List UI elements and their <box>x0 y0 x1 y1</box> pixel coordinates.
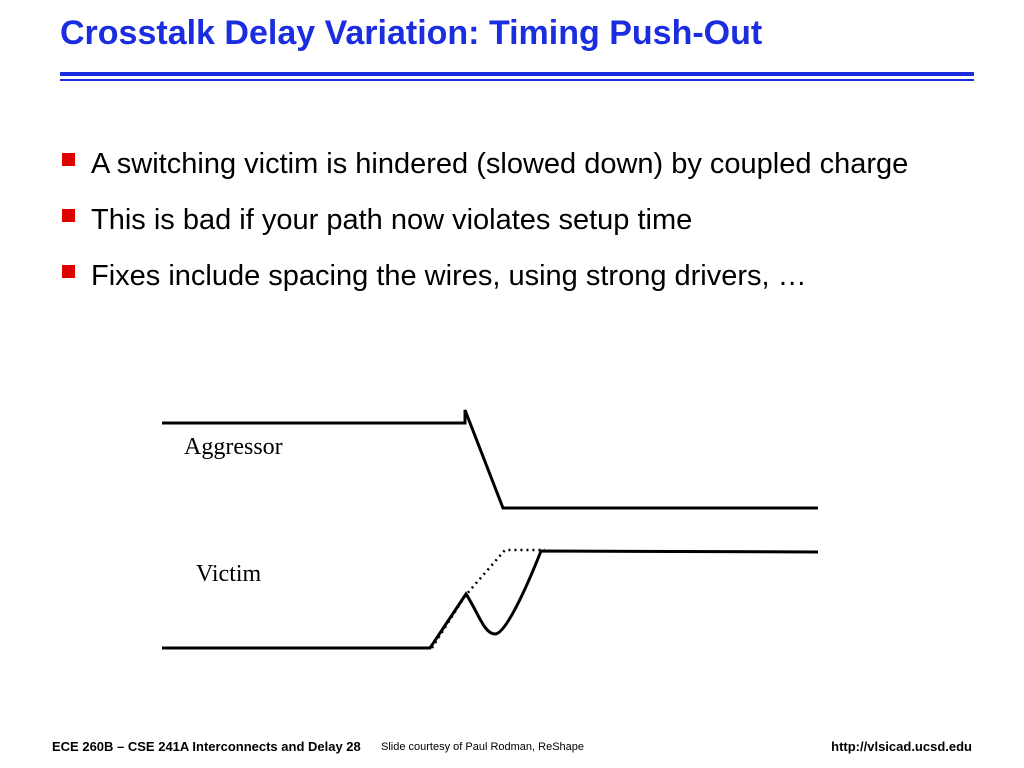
bullet-list <box>62 146 962 314</box>
footer-url: http://vlsicad.ucsd.edu <box>831 739 972 754</box>
bullet-text: This is bad if your path now violates setup time <box>91 204 693 236</box>
footer-course: ECE 260B – CSE 241A Interconnects and Delay 28 <box>52 739 361 754</box>
title-underline-thick <box>60 72 974 76</box>
red-square-bullet-icon <box>62 265 75 278</box>
victim-label: Victim <box>196 561 262 587</box>
footer-credit: Slide courtesy of Paul Rodman, ReShape <box>381 741 585 753</box>
aggressor-label: Aggressor <box>184 434 283 460</box>
bullet-item <box>62 258 962 294</box>
bullet-text: Fixes include spacing the wires, using strong drivers, … <box>91 260 807 292</box>
red-square-bullet-icon <box>62 153 75 166</box>
bullet-item <box>62 202 962 238</box>
victim-ideal-waveform <box>432 550 545 648</box>
slide-title: Crosstalk Delay Variation: Timing Push-Out <box>60 14 763 52</box>
bullet-text: A switching victim is hindered (slowed down) by coupled charge <box>91 148 909 180</box>
bullet-item <box>62 146 962 182</box>
title-underline-thin <box>60 79 974 81</box>
red-square-bullet-icon <box>62 209 75 222</box>
